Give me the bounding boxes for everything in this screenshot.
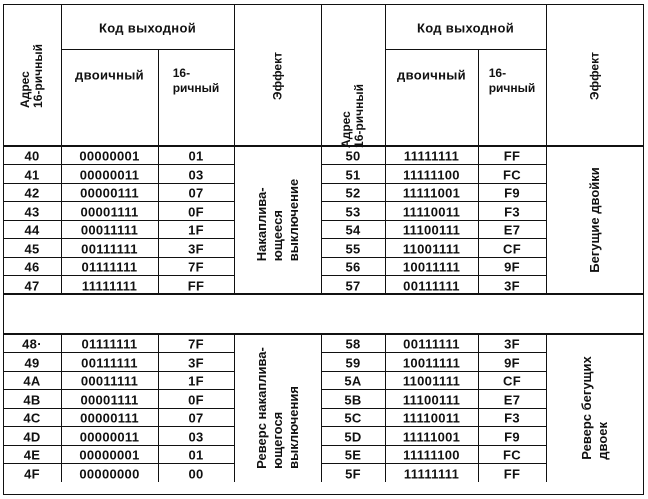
table-rule [3, 293, 644, 294]
hex-header-line: ричный [488, 81, 536, 95]
address-cell: 40 [24, 148, 40, 164]
address-cell: 48· [22, 336, 42, 352]
effect-header-left-line: Эффект [270, 52, 284, 100]
hex-cell: 3F [188, 355, 204, 371]
table-rule [478, 49, 479, 146]
binary-cell: 00001111 [80, 392, 139, 408]
address-cell: 45 [24, 241, 40, 257]
hex-cell: 01 [188, 447, 204, 463]
table-rule [321, 4, 322, 146]
binary-cell: 10011111 [402, 355, 461, 371]
hex-header-line: 16- [172, 66, 191, 80]
binary-cell: 00111111 [403, 336, 460, 352]
address-header-right [340, 84, 366, 148]
binary-cell: 00111111 [403, 278, 460, 294]
address-cell: 50 [345, 148, 361, 164]
address-cell: 5E [344, 447, 362, 463]
address-cell: 59 [345, 355, 361, 371]
address-cell: 47 [24, 278, 40, 294]
hex-cell: E7 [503, 392, 521, 408]
hex-header-line: ричный [172, 81, 220, 95]
effect-2-left-line: ющегося [269, 411, 285, 469]
effect-1-left-line: ющееся [269, 210, 285, 262]
hex-cell: FF [187, 278, 205, 294]
address-header-left-line: 16-ричный [31, 44, 45, 108]
address-cell: 5D [344, 429, 362, 445]
address-cell: 4A [23, 373, 41, 389]
binary-cell: 01111111 [81, 259, 138, 275]
table-rule [3, 145, 644, 147]
address-cell: 56 [345, 259, 361, 275]
binary-cell: 11111100 [403, 447, 460, 463]
effect-2-left-line: Реверс накаплива- [253, 347, 269, 469]
binary-cell: 11111111 [403, 148, 460, 164]
effect-2-left [254, 347, 302, 469]
address-header-left-line: Адрес [18, 71, 32, 108]
hex-cell: 01 [188, 148, 204, 164]
binary-cell: 11111100 [403, 167, 460, 183]
address-cell: 43 [24, 204, 40, 220]
effect-2-right-line: двоек [595, 422, 610, 460]
table-rule [3, 4, 5, 495]
address-cell: 42 [24, 185, 40, 201]
table-rule [3, 371, 234, 372]
address-cell: 51 [345, 167, 361, 183]
binary-cell: 11110011 [402, 410, 461, 426]
binary-cell: 00001111 [80, 204, 139, 220]
binary-cell: 00011111 [80, 222, 139, 238]
table-rule [321, 201, 546, 202]
address-cell: 5B [344, 392, 362, 408]
address-cell: 4F [24, 466, 40, 482]
table-rule [385, 49, 546, 50]
table-rule [321, 238, 546, 239]
output-code-header-left: Код выходной [99, 20, 196, 36]
table-rule [321, 408, 546, 409]
binary-cell: 11001111 [402, 373, 461, 389]
table-rule [61, 49, 234, 50]
table-rule [158, 49, 159, 146]
hex-cell: 7F [188, 336, 204, 352]
table-rule [321, 220, 546, 221]
table-rule [3, 333, 644, 334]
hex-cell: 3F [188, 241, 204, 257]
table-rule [321, 426, 546, 427]
address-cell: 5F [345, 466, 361, 482]
binary-cell: 11110011 [402, 204, 461, 220]
address-cell: 5A [344, 373, 362, 389]
table-rule [3, 220, 234, 221]
hex-cell: FC [503, 447, 521, 463]
address-cell: 4E [23, 447, 41, 463]
binary-cell: 11111111 [403, 466, 460, 482]
effect-2-left-line: выключения [285, 386, 301, 469]
binary-cell: 00111111 [81, 241, 138, 257]
table-rule [3, 201, 234, 202]
binary-cell: 00000011 [79, 167, 140, 183]
table-rule [546, 4, 547, 146]
binary-cell: 00000000 [79, 466, 140, 482]
address-cell: 57 [345, 278, 361, 294]
hex-cell: 9F [504, 259, 520, 275]
address-cell: 54 [345, 222, 361, 238]
binary-cell: 01111111 [81, 336, 138, 352]
table-rule [3, 352, 234, 353]
table-rule [3, 463, 234, 464]
hex-header-line: 16- [488, 66, 507, 80]
hex-cell: F3 [504, 410, 520, 426]
binary-header-right: двоичный [397, 67, 466, 83]
address-cell: 53 [345, 204, 361, 220]
hex-cell: 1F [188, 373, 204, 389]
address-header-left [19, 44, 45, 108]
table-rule [3, 164, 234, 165]
address-cell: 41 [24, 167, 40, 183]
binary-cell: 00000001 [79, 447, 140, 463]
table-rule [321, 164, 546, 165]
table-rule [643, 4, 645, 495]
binary-cell: 00011111 [80, 373, 139, 389]
table-rule [321, 275, 546, 276]
hex-cell: 03 [188, 429, 204, 445]
binary-cell: 00000111 [80, 410, 139, 426]
address-cell: 4C [23, 410, 41, 426]
hex-cell: F9 [504, 429, 520, 445]
effect-header-right-line: Эффект [587, 52, 602, 100]
table-rule [3, 426, 234, 427]
binary-cell: 11111001 [402, 185, 461, 201]
hex-cell: 0F [188, 392, 204, 408]
table-rule [3, 445, 234, 446]
hex-cell: FF [503, 466, 521, 482]
effect-2-right [579, 356, 611, 460]
address-cell: 46 [24, 259, 40, 275]
effect-1-left-line: Накаплива- [253, 187, 269, 262]
effect-1-left-line: выключение [285, 178, 301, 262]
table-rule [321, 352, 546, 353]
hex-header-right [489, 66, 536, 96]
hex-cell: 07 [188, 410, 204, 426]
table-rule [234, 4, 235, 146]
effect-1-right [587, 167, 603, 273]
hex-cell: F9 [504, 185, 520, 201]
table-rule [3, 275, 234, 276]
table-rule [321, 257, 546, 258]
hex-cell: F3 [504, 204, 520, 220]
hex-cell: 00 [188, 466, 204, 482]
table-rule [3, 389, 234, 390]
hex-cell: FC [503, 167, 521, 183]
binary-cell: 11001111 [402, 241, 461, 257]
hex-cell: 3F [504, 336, 520, 352]
table-rule [3, 257, 234, 258]
binary-cell: 00000001 [79, 148, 140, 164]
effect-1-right-line: Бегущие двойки [587, 167, 602, 273]
binary-cell: 11111111 [81, 278, 138, 294]
table-rule [321, 445, 546, 446]
effect-header-right [589, 52, 602, 100]
address-cell: 49 [24, 355, 40, 371]
hex-cell: 9F [504, 355, 520, 371]
address-cell: 52 [345, 185, 361, 201]
code-table [3, 4, 644, 495]
output-code-header-right: Код выходной [417, 20, 514, 36]
binary-cell: 11100111 [402, 392, 461, 408]
binary-header-left: двоичный [75, 67, 144, 83]
table-rule [61, 4, 62, 146]
effect-2-right-line: Реверс бегущих [579, 356, 594, 460]
table-rule [3, 494, 644, 496]
table-rule [3, 238, 234, 239]
hex-cell: 03 [188, 167, 204, 183]
hex-cell: 1F [188, 222, 204, 238]
hex-cell: E7 [503, 222, 521, 238]
binary-cell: 10011111 [402, 259, 461, 275]
table-rule [321, 463, 546, 464]
hex-cell: 7F [188, 259, 204, 275]
table-rule [3, 4, 644, 6]
address-header-right-line: 16-ричный [352, 84, 366, 148]
table-rule [3, 183, 234, 184]
binary-cell: 11111001 [402, 429, 461, 445]
table-rule [385, 4, 386, 146]
hex-cell: CF [503, 241, 521, 257]
hex-cell: 0F [188, 204, 204, 220]
effect-header-left [271, 52, 284, 100]
hex-cell: FF [503, 148, 521, 164]
hex-cell: CF [503, 373, 521, 389]
binary-cell: 00000111 [80, 185, 139, 201]
binary-cell: 00000011 [79, 429, 140, 445]
address-cell: 4D [23, 429, 41, 445]
table-rule [321, 183, 546, 184]
table-rule [321, 389, 546, 390]
binary-cell: 00111111 [81, 355, 138, 371]
hex-cell: 3F [504, 278, 520, 294]
address-cell: 5C [344, 410, 362, 426]
hex-cell: 07 [188, 185, 204, 201]
effect-1-left [254, 179, 302, 261]
table-rule [321, 371, 546, 372]
table-rule [3, 408, 234, 409]
hex-header-left [173, 66, 220, 96]
address-cell: 4B [23, 392, 41, 408]
address-cell: 58 [345, 336, 361, 352]
address-cell: 55 [345, 241, 361, 257]
binary-cell: 11100111 [402, 222, 461, 238]
address-header-right-line: Адрес [339, 111, 353, 148]
address-cell: 44 [24, 222, 40, 238]
